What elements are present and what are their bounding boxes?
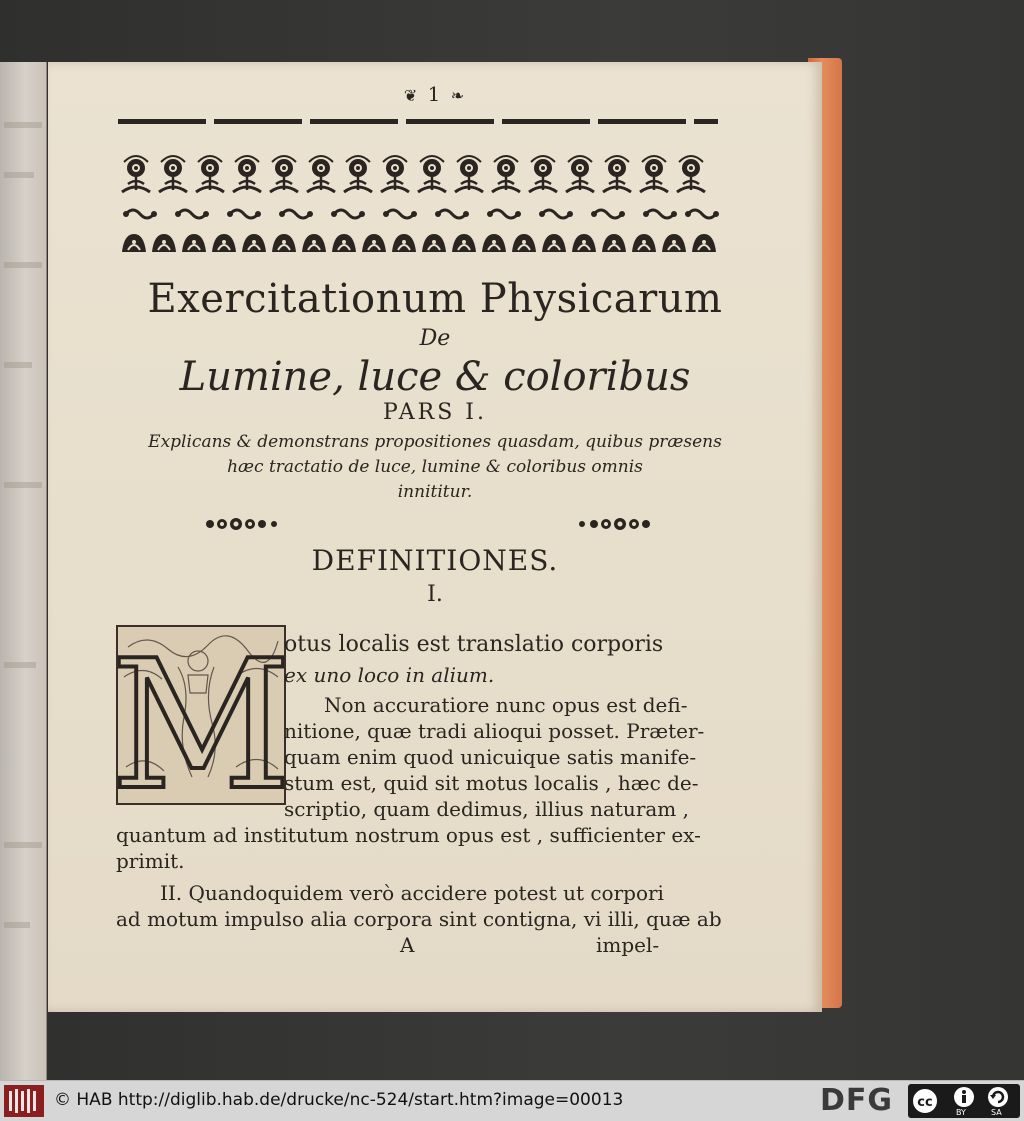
attribution-icon bbox=[952, 1085, 976, 1109]
body-line-7: scriptio, quam dedimus, illius naturam , bbox=[284, 797, 689, 821]
dfg-logo: DFG bbox=[820, 1083, 894, 1118]
book-subtitle: Lumine, luce & coloribus bbox=[179, 354, 691, 400]
ornamental-headpiece-icon bbox=[118, 148, 720, 266]
ornament-divider-icon bbox=[198, 514, 658, 534]
description-line: innititur. bbox=[397, 482, 473, 502]
part-label: PARS I. bbox=[383, 400, 487, 425]
catchword: impel- bbox=[596, 933, 660, 957]
book-page bbox=[48, 62, 822, 1012]
body-line-6: stum est, quid sit motus localis , hæc de- bbox=[284, 771, 699, 795]
svg-text:cc: cc bbox=[917, 1095, 933, 1110]
cc-sa-label: SA bbox=[991, 1108, 1002, 1117]
cc-license-badge[interactable] bbox=[908, 1084, 1020, 1118]
body-line-5: quam enim quod unicuique satis manife- bbox=[284, 745, 697, 769]
previous-pages-stack bbox=[0, 62, 47, 1080]
section-heading: DEFINITIONES. bbox=[311, 544, 559, 577]
definition-line bbox=[284, 632, 663, 658]
body-line-2: ex uno loco in alium. bbox=[284, 663, 495, 687]
body-line-4: nitione, quæ tradi alioqui posset. Præter- bbox=[284, 719, 705, 743]
initial-letter: M bbox=[118, 627, 284, 803]
body-line-9: primit. bbox=[116, 849, 185, 873]
signature-mark: A bbox=[400, 933, 415, 957]
footer-bar bbox=[0, 1080, 1024, 1121]
part-description bbox=[120, 430, 750, 505]
title-preposition: De bbox=[419, 326, 451, 351]
header-rule bbox=[118, 119, 718, 124]
fleuron-right-icon: ❧ bbox=[450, 86, 467, 105]
copyright-link[interactable]: © HAB http://diglib.hab.de/drucke/nc-524/start.htm?image=00013 bbox=[54, 1090, 624, 1110]
decorated-initial bbox=[116, 625, 286, 805]
page-number: 1 bbox=[427, 82, 443, 106]
description-line: hæc tractatio de luce, lumine & coloribus omnis bbox=[227, 457, 643, 477]
library-logo-icon bbox=[4, 1085, 44, 1117]
body-line-10: II. Quandoquidem verò accidere potest ut corpori bbox=[160, 881, 664, 905]
book-title: Exercitationum Physicarum bbox=[147, 276, 723, 322]
creative-commons-icon bbox=[910, 1086, 940, 1116]
body-line-1: otus localis est translatio corporis bbox=[284, 632, 664, 657]
woodcut-initial-icon bbox=[118, 627, 284, 803]
body-line-8: quantum ad institutum nostrum opus est , sufficienter ex- bbox=[116, 823, 701, 847]
cc-by-label: BY bbox=[956, 1108, 966, 1117]
fleuron-left-icon: ❦ bbox=[403, 86, 420, 105]
body-line-3: Non accuratiore nunc opus est defi- bbox=[324, 693, 688, 717]
page-header bbox=[48, 82, 822, 106]
definition-numeral: I. bbox=[427, 582, 443, 607]
share-alike-icon bbox=[986, 1085, 1010, 1109]
body-line-11: ad motum impulso alia corpora sint contigna, vi illi, quæ ab bbox=[116, 907, 722, 931]
description-line: Explicans & demonstrans propositiones quasdam, quibus præsens bbox=[148, 432, 722, 452]
